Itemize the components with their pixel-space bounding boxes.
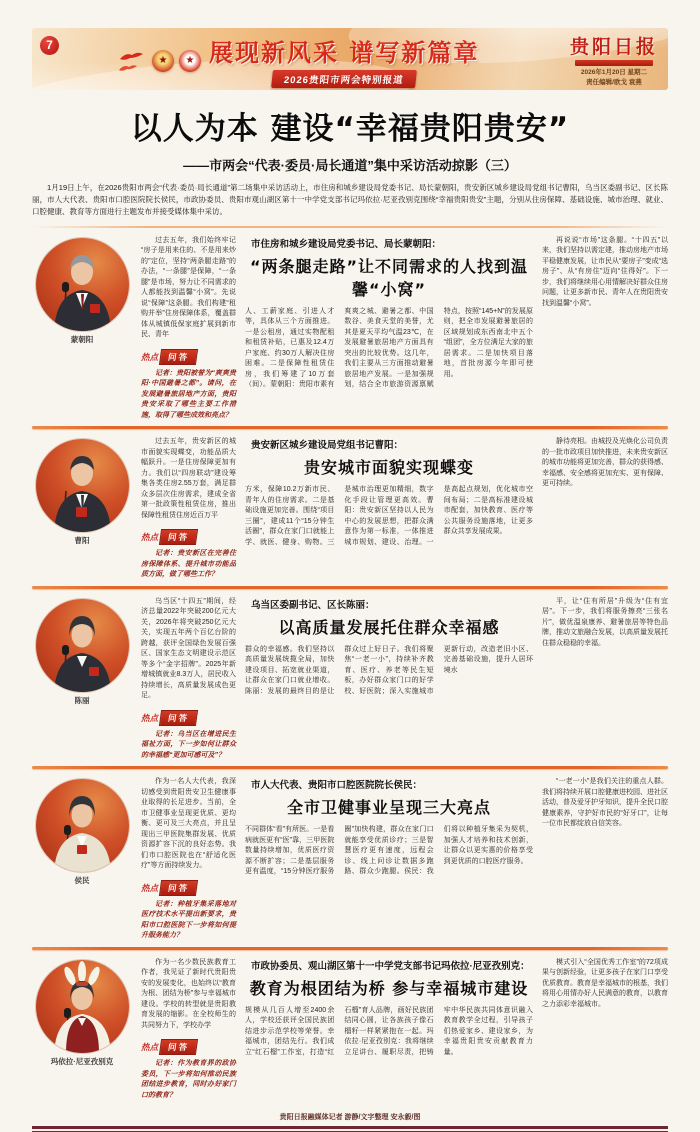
tail-text: 模式引入“全国优秀工作室”的72项成果与创新经验，让更多孩子在家门口享受优质教育。教育是幸福城市的根基，我们将用心用情办好人民满意的教育，以教育之力添彩幸福城市。 [542,958,668,1008]
hot-qa-badge [141,878,236,896]
footer-credit: 贵阳日报融媒体记者 游静/文字整理 安永毅/图 [279,1114,421,1121]
masthead-strip [575,60,653,66]
qa-label: 问答 [159,529,198,545]
section-kicker: 市政协委员、观山湖区第十一中学党支部书记玛依拉·尼亚孜别克： [251,960,530,972]
hot-qa-badge [141,1037,236,1055]
qa-label: 问答 [159,880,198,896]
section-headline: 全市卫健事业呈现三大亮点 [286,798,491,817]
photo-caption: 曹阳 [74,536,90,545]
intro-paragraph: 1月19日上午，在2026贵阳市两会“代表·委员·局长通道”第二场集中采访活动上，市住房和城乡建设局党委书记、局长蒙朝阳，贵安新区城乡建设局党组书记曹阳，乌当区委副书记、区长陈丽，市人大代表、贵阳市口腔医院院长侯民，市政协委员、贵阳市观山湖区第十一中学党支部书记玛依拉·尼亚孜别克围绕“幸福贵阳贵安”主题，分别从住房保障、基础设施、城市治理、就业、口腔健康、教育等方面进行主题发布并接受媒体集中采访。 [32,183,668,216]
article-section-5 [32,950,668,1107]
hot-label: 热点 [141,1042,159,1052]
portrait-photo [36,779,129,872]
page-title: 以人为本 建设“幸福贵阳贵安” [130,111,570,147]
masthead-name: 贵阳日报 [569,36,658,58]
page-number-badge: 7 [40,36,59,55]
hot-qa-badge [141,347,236,365]
portrait-photo [36,238,129,331]
tail-text: 再说说“市场”这条腿。“十四五”以来，我们坚持以需定建，推动房地产市场平稳健康发展，让市民从“要房子”变成“选房子”、从“有房住”迈向“住得好”。下一步，我们将继续用心用情解决好群众住房问题，让更多新市民、青年人在贵阳贵安找到温馨“小窝”。 [542,236,668,307]
qa-label: 问答 [159,1039,198,1055]
lead-text: 作为一名少数民族教育工作者，我见证了新时代贵阳贵安的发展变化，也始终以“教育为根、团结为桥”参与幸福城市建设。学校的转型就是贵阳教育发展的缩影。在全校师生的共同努力下，学校办学 [141,958,236,1029]
article-section-3 [32,589,668,767]
page-subtitle: ——市两会“代表·委员·局长通道”集中采访活动掠影（三） [183,158,517,173]
hot-label: 热点 [141,712,159,723]
cppcc-emblem-icon: ★ [179,50,201,72]
section-kicker: 市住房和城乡建设局党委书记、局长蒙朝阳： [251,238,442,250]
national-emblem-icon: ★ [152,50,174,72]
reporter-question: 记者：种植牙集采落地对医疗技术水平提出新要求，贵阳市口腔医院下一步将如何提升服务能力？ [141,900,236,939]
masthead-editor: 责任编辑/欧戈 袁燕 [586,78,642,86]
banner-title: 展现新风采 谱写新篇章 [209,38,480,67]
section-body: 群众的幸福感。我们坚持以高质量发展统揽全局，加快建设项目、拓宽就业渠道，让群众在家门口就业增收。陈丽：发展的最终目的是让群众过上好日子。我们将聚焦“一老一小”，持续补齐教育、医疗、养老等民生短板，办好群众家门口的好学校、好医院；深入实施城市更新行动，改造老旧小区、完善基础设施，提升人居环境水 [245,645,533,695]
dove-icon [118,50,144,72]
hot-label: 热点 [141,882,159,893]
banner-subtitle: 2026贵阳市两会特别报道 [271,70,417,88]
portrait-photo [36,439,129,532]
qa-label: 问答 [159,710,198,726]
hot-qa-badge [141,708,236,726]
hot-label: 热点 [141,532,159,542]
section-body: 人、工薪家庭、引进人才等，具体从三个方面推进。一是公租房，通过实物配租和租赁补贴，已惠及12.4万户家庭、约30万人解决住房困难。二是保障性租赁住房，我们筹建了10万套（间）。蒙朝阳：贵阳市素有爽爽之城、避暑之都、中国数谷、美食天堂的美誉，尤其是夏天平均气温23℃，在发展避暑旅居地产方面具有突出的比较优势。这几年，我们主要从三方面推动避暑旅居地产发展。一是加强规划，结合全市旅游资源禀赋特点，按照“145+N”的发展原则，把全市发展避暑旅居的区域规划成东西南北中五个“组团”，全方位满足大家的旅居需求。二是加快项目落地，首批房源今年即可使用。 [245,307,533,388]
portrait-photo [36,599,129,692]
reporter-question: 记者：贵阳被誉为“爽爽贵阳·中国避暑之都”。请问，在发展避暑旅居地产方面，贵阳贵安采取了哪些主要工作措施，取得了哪些成效和亮点？ [141,369,236,419]
photo-caption: 玛依拉·尼亚孜别克 [50,1056,114,1066]
section-kicker: 乌当区委副书记、区长陈丽： [251,599,375,611]
portrait-photo [36,960,129,1053]
photo-caption: 陈丽 [74,695,90,705]
article-section-1 [32,228,668,427]
newspaper-page [32,28,668,1132]
reporter-question: 记者：乌当区在增进民生福祉方面，下一步如何让群众的幸福感“更加可感可及”？ [141,730,236,759]
masthead-date: 2026年1月20日 星期二 [580,69,648,76]
photo-caption: 侯民 [74,876,90,885]
top-banner [32,28,668,90]
qa-label: 问答 [159,349,198,365]
article-section-4 [32,769,668,947]
section-headline: 贵安城市面貌实现蝶变 [303,458,474,477]
section-kicker: 贵安新区城乡建设局党组书记曹阳： [251,440,404,451]
section-body: 方米，保障10.2万新市民、青年人的住房需求。二是基础设施更加完善。围绕“项目三圈”，建成11个“15分钟生活圈”，群众在家门口就能上学、就医、健身、购物。三是城市治理更加精细，数字化手段让管理更高效。曹阳：贵安新区坚持以人民为中心的发展思想，把群众满意作为第一标准，一体推进城市规划、建设、治理。一是高起点规划，优化城市空间布局；二是高标准建设城市配套，加快教育、医疗等公共服务设施落地，让更多群众共享发展成果。 [245,486,533,546]
tail-text: “一老一小”是我们关注的重点人群。我们将持续开展口腔健康进校园、进社区活动，普及爱牙护牙知识，提升全民口腔健康素养，守护好市民的“好牙口”，让每一位市民都绽放自信笑容。 [542,778,668,827]
hot-qa-badge [141,527,236,545]
photo-caption: 蒙朝阳 [70,334,94,344]
section-body: 不同群体“看”有所医。一是看病就医更有“医”靠，三甲医院数量持续增加，优质医疗资源不断扩容；二是基层服务更有温度，“15分钟医疗服务圈”加快构建，群众在家门口就能享受优质诊疗；三是智慧医疗更有速度，远程会诊、线上问诊让数据多跑路、群众少跑腿。侯民：我们将以种植牙集采为契机，加强人才培养和技术创新，让群众以更实惠的价格享受到更优质的口腔医疗服务。 [245,826,533,875]
lead-text: 过去五年，我们始终牢记“房子是用来住的、不是用来炒的”定位，坚持“两条腿走路”的办法，“一条腿”是保障，“一条腿”是市场，努力让不同需求的人都能找到温馨“小窝”。先说说“保障”这条腿。我们构建“租购并举”住房保障体系，覆盖群体从城镇低保家庭扩展到新市民、青年 [141,236,236,338]
bottom-rule [32,1126,668,1132]
section-headline: “两条腿走路”让不同需求的人找到温馨“小窝” [249,256,529,299]
lead-text: 作为一名人大代表，我深切感受到贵阳贵安卫生健康事业取得的长足进步。当前，全市卫健事业呈现更优质、更均衡、更可及三大亮点，并且呈现出三甲医院集群发展、优质资源扩容下沉的良好态势。我们市口腔医院也在“舒适化医疗”等方面持续发力。 [141,778,236,869]
tail-text: 平，让“住有所居”升级为“住有宜居”。下一步，我们将服务擦亮“三张名片”，做优温泉康养、避暑旅居等特色品牌，推动文旅融合发展，以高质量发展托住群众稳稳的幸福。 [542,597,668,647]
section-headline: 教育为根团结为桥 参与幸福城市建设 [249,978,529,998]
lead-text: 乌当区“十四五”期间，经济总量2022年突破200亿元大关，2026年将突破250亿元大关，实现五年两个百亿台阶的跨越，获评全国绿色发展百强区、国家生态文明建设示范区等多个“金字招牌”。2025年新增城镇就业8.3万人，居民收入持续增长，高质量发展成色更足。 [141,597,236,699]
masthead [570,32,658,88]
section-body: 规模从几百人增至2400余人，学校还获评全国民族团结进步示范学校等荣誉。幸福城市，团结先行。我们成立“红石榴”工作室，打造“红石榴”育人品牌，画好民族团结同心圆，让各族孩子像石榴籽一样紧紧抱在一起。玛依拉·尼亚孜别克：我将继续立足讲台、履职尽责，把铸牢中华民族共同体意识融入教育教学全过程，引导孩子们热爱家乡、建设家乡，为幸福贵阳贵安贡献教育力量。 [245,1006,533,1056]
section-kicker: 市人大代表、贵阳市口腔医院院长侯民： [251,780,423,791]
lead-text: 过去五年，贵安新区的城市面貌实现蝶变，功能品质大幅跃升。一是住房保障更加有力。我们以“四房联动”建设筹集各类住房2.55万套，满足群众多层次住房需求，建成全省第一批政策性租赁住房，推出保障性租赁住房近百万平 [141,438,236,519]
section-headline: 以高质量发展托住群众幸福感 [278,617,500,637]
reporter-question: 记者：贵安新区在完善住房保障体系、提升城市功能品质方面，做了哪些工作？ [141,550,236,578]
tail-text: 静待亮相。由城投及光焕化公司负责的一批市政项目加快推进，未来贵安新区的城市功能将更加完善，群众的获得感、幸福感、安全感将更加充实、更有保障、更可持续。 [542,438,668,487]
article-section-2 [32,429,668,586]
reporter-question: 记者：作为教育界的政协委员，下一步将如何推动民族团结进步教育，同时办好家门口的教育？ [141,1060,236,1099]
hot-label: 热点 [141,351,159,362]
